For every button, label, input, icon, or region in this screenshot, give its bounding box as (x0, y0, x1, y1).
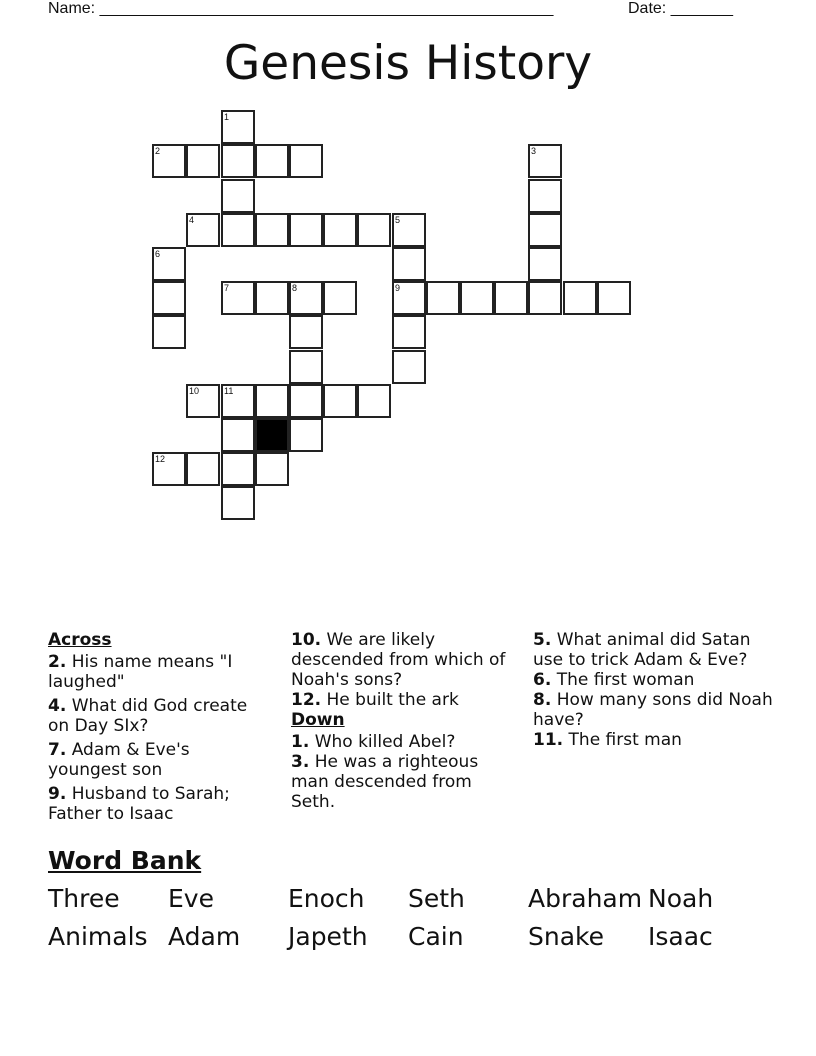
crossword-cell[interactable] (528, 281, 562, 315)
clue-text: How many sons did Noah have? (533, 690, 773, 730)
crossword-cell[interactable] (221, 281, 255, 315)
clue-number: 7. (48, 740, 67, 760)
black-cell (255, 418, 289, 452)
cell-number: 12 (155, 454, 166, 464)
clue-text: Husband to Sarah; Father to Isaac (48, 784, 230, 824)
clue-number: 9. (48, 784, 67, 804)
crossword-cell[interactable] (221, 486, 255, 520)
crossword-cell[interactable] (152, 281, 186, 315)
crossword-cell[interactable] (221, 110, 255, 144)
crossword-cell[interactable] (255, 213, 289, 247)
crossword-cell[interactable] (528, 213, 562, 247)
crossword-cell[interactable] (221, 384, 255, 418)
clue-across-4 (48, 696, 273, 736)
crossword-cell[interactable] (255, 452, 289, 486)
clue-text: Adam & Eve's youngest son (48, 740, 190, 780)
word-bank-word: Noah (648, 884, 714, 913)
crossword-cell[interactable] (392, 247, 426, 281)
crossword-cell[interactable] (186, 144, 220, 178)
crossword-cell[interactable] (186, 213, 220, 247)
clue-number: 8. (533, 690, 552, 710)
crossword-cell[interactable] (221, 144, 255, 178)
clue-number: 5. (533, 630, 552, 650)
crossword-cell[interactable] (255, 384, 289, 418)
crossword-cell[interactable] (392, 315, 426, 349)
worksheet-header (48, 0, 748, 20)
crossword-cell[interactable] (426, 281, 460, 315)
crossword-cell[interactable] (289, 281, 323, 315)
clue-number: 12. (291, 690, 322, 710)
cell-number: 8 (292, 283, 298, 293)
crossword-cell[interactable] (392, 213, 426, 247)
clue-number: 11. (533, 730, 564, 750)
crossword-cell[interactable] (255, 144, 289, 178)
clue-number: 1. (291, 732, 310, 752)
clue-number: 10. (291, 630, 322, 650)
clue-down-6 (533, 670, 773, 690)
down-heading: Down (291, 710, 345, 730)
clue-down-11 (533, 730, 773, 750)
clue-number: 3. (291, 752, 310, 772)
date-label: Date: _______ (628, 0, 733, 17)
crossword-cell[interactable] (289, 315, 323, 349)
crossword-cell[interactable] (528, 144, 562, 178)
crossword-cell[interactable] (186, 384, 220, 418)
cell-number: 9 (395, 283, 401, 293)
clues-column-3 (533, 630, 773, 754)
clue-text: The first woman (551, 670, 695, 690)
clue-across-7 (48, 740, 273, 780)
cell-number: 11 (224, 386, 234, 396)
cell-number: 5 (395, 215, 401, 225)
crossword-cell[interactable] (152, 315, 186, 349)
crossword-cell[interactable] (289, 213, 323, 247)
clue-text: We are likely descended from which of Noah's sons? (291, 630, 506, 690)
clues-column-1 (48, 630, 273, 828)
clue-across-2 (48, 652, 273, 692)
word-bank-word: Eve (168, 884, 214, 913)
clue-number: 4. (48, 696, 67, 716)
clue-text: He built the ark (321, 690, 459, 710)
across-heading: Across (48, 630, 112, 650)
cell-number: 2 (155, 146, 161, 156)
crossword-cell[interactable] (289, 384, 323, 418)
crossword-cell[interactable] (563, 281, 597, 315)
crossword-cell[interactable] (597, 281, 631, 315)
crossword-cell[interactable] (152, 247, 186, 281)
clue-down-5 (533, 630, 773, 670)
clue-number: 6. (533, 670, 552, 690)
clue-text: Who killed Abel? (309, 732, 456, 752)
cell-number: 6 (155, 249, 161, 259)
clue-text: The first man (563, 730, 682, 750)
crossword-cell[interactable] (221, 418, 255, 452)
clue-text: What did God create on Day SIx? (48, 696, 248, 736)
clue-across-9 (48, 784, 273, 824)
crossword-cell[interactable] (460, 281, 494, 315)
crossword-cell[interactable] (289, 418, 323, 452)
clue-down-3 (291, 752, 521, 812)
word-bank-word: Cain (408, 922, 464, 951)
crossword-cell[interactable] (323, 384, 357, 418)
crossword-cell[interactable] (186, 452, 220, 486)
crossword-cell[interactable] (152, 452, 186, 486)
crossword-cell[interactable] (255, 281, 289, 315)
word-bank-word: Animals (48, 922, 148, 951)
clue-text: He was a righteous man descended from Seth. (291, 752, 479, 812)
clue-text: His name means "I laughed" (48, 652, 233, 692)
clue-down-1 (291, 732, 521, 752)
clue-down-8 (533, 690, 773, 730)
crossword-cell[interactable] (357, 384, 391, 418)
page-title: Genesis History (223, 36, 593, 91)
word-bank-word: Abraham (528, 884, 643, 913)
clues-column-2 (291, 630, 521, 816)
crossword-cell[interactable] (357, 213, 391, 247)
name-label: Name: ___________________________________________________ (48, 0, 554, 17)
clue-number: 2. (48, 652, 67, 672)
word-bank-word: Snake (528, 922, 605, 951)
cell-number: 4 (189, 215, 195, 225)
crossword-cell[interactable] (494, 281, 528, 315)
crossword-cell[interactable] (528, 247, 562, 281)
crossword-cell[interactable] (289, 350, 323, 384)
word-bank-word: Seth (408, 884, 465, 913)
clue-across-12 (291, 690, 521, 710)
crossword-cell[interactable] (323, 281, 357, 315)
crossword-cell[interactable] (528, 179, 562, 213)
word-bank-word: Japeth (288, 922, 368, 951)
cell-number: 3 (531, 146, 537, 156)
crossword-cell[interactable] (323, 213, 357, 247)
crossword-cell[interactable] (152, 144, 186, 178)
cell-number: 7 (224, 283, 230, 293)
word-bank-word: Adam (168, 922, 241, 951)
word-bank-word: Enoch (288, 884, 365, 913)
word-bank-word: Isaac (648, 922, 713, 951)
cell-number: 10 (189, 386, 200, 396)
word-bank-word: Three (48, 884, 120, 913)
word-bank-title: Word Bank (48, 846, 202, 875)
cell-number: 1 (224, 112, 230, 122)
clue-text: What animal did Satan use to trick Adam & Eve? (533, 630, 751, 670)
crossword-cell[interactable] (289, 144, 323, 178)
crossword-cell[interactable] (221, 213, 255, 247)
crossword-cell[interactable] (392, 350, 426, 384)
crossword-cell[interactable] (221, 179, 255, 213)
crossword-cell[interactable] (392, 281, 426, 315)
clue-across-10 (291, 630, 521, 690)
crossword-cell[interactable] (221, 452, 255, 486)
